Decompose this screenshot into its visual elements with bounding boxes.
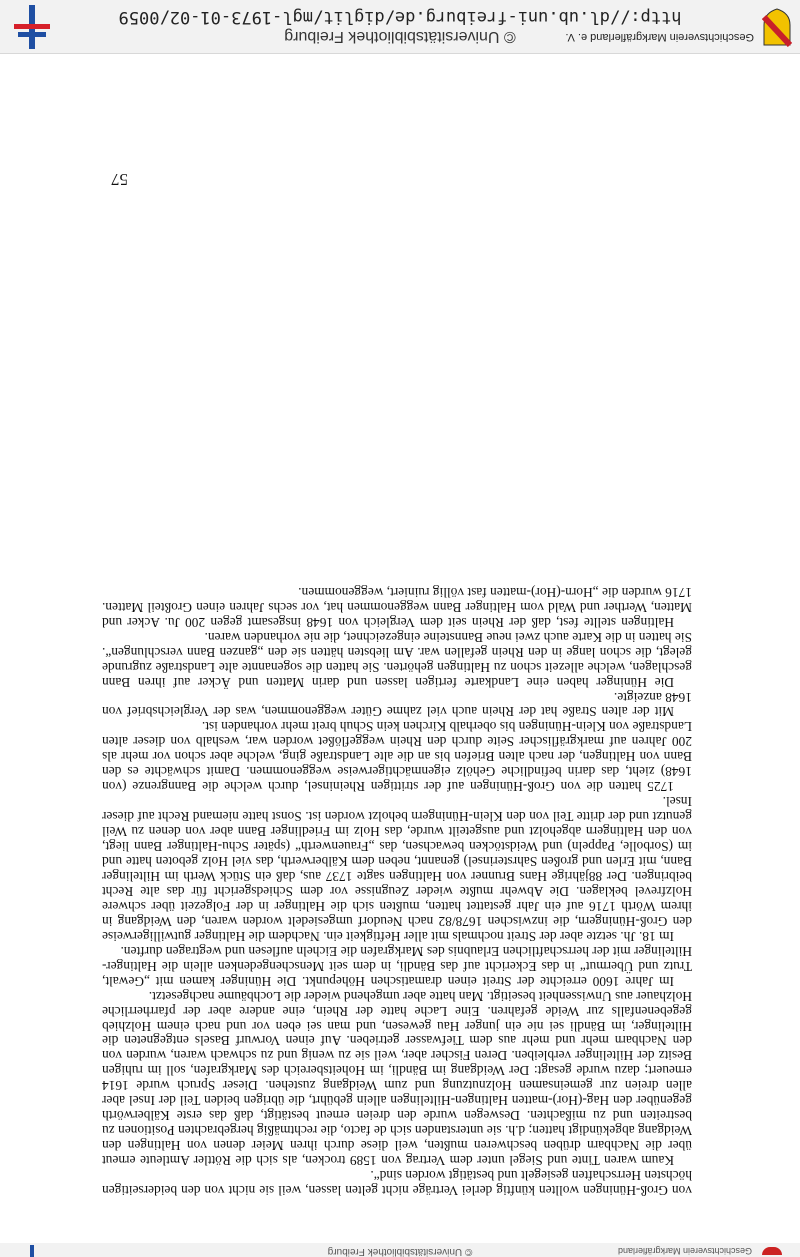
university-library-logo-icon	[14, 5, 50, 49]
paragraph-7: Haltingen stellte fest, daß der Rhein seit dem Vergleich von 1648 insgesamt gegen 200 Ju. Acker und Matten, Werther und Wald vom Haltinger Bann weggenommen hat, vor sechs Jahren einen Großteil Matten. 1716 wurden die „Horn-(Hor)-matten fast völlig ruiniert, weggenommen.	[102, 584, 692, 630]
society-name: Geschichtsverein Markgräflerland e. V.	[565, 31, 754, 43]
article-body	[102, 584, 692, 1197]
paragraph-5: Mit der alten Straße hat der Rhein auch viel zahme Güter weggenommen, was der Vergleichsbrief von 1648 anzeigte.	[102, 689, 692, 720]
paragraph-6: Die Hüninger haben eine Landkarte fertigen lassen und darin Matten und Äcker auf ihren Bann geschlagen, welche allezeit schon zu Haltingen gehörten. Sie hatten die sogenannte alte Landstraße zugrunde gelegt, die schon lange in den Rhein gefallen war. Am liebsten hätten sie den „ganzen Bann verschlungen“. Sie hatten in die Karte auch zwei neue Bannsteine eingezeichnet, die nie vorhanden waren.	[102, 629, 692, 690]
paragraph-3: Im 18. Jh. setzte aber der Streit nochmals mit aller Heftigkeit ein. Nachdem die Haltinger gutwilligerweise den Groß-Hüningern, die inzwischen 1678/82 nach Neudorf umgesiedelt worden waren, den Weidgang in ihrem Wörth 1716 auf ein Jahr gestattet hatten, mußten sich die Haltinger in der Folgezeit über schwere Holzfrevel beklagen. Die Abwehr mußte wieder Zeugnisse vor dem Schiedsgericht für das alte Recht beibringen. Der 88jährige Hans Brunner von Haltingen sagte 1737 aus, daß ein Stück Werth im Hiltelinger Bann, mit Erlen und großen Sahrsterinsel) genannt, neben dem Kälberwerth, das viel Holz geboten hatte und im (Sorbolle, Pappeln) und Weidstöcken bewachsen, das „Frauenwerth“ (später Schu-Haltinger Bann liegt, von den Haltingern abgeholzt und ausgeteilt wurde, das Holz im Friedlinger Bann aber von denen zu Weil genutzt und der dritte Teil von den Klein-Hüningern beholzt worden ist. Sonst hatte niemand Recht auf dieser Insel.	[102, 794, 692, 944]
page-number: 57	[111, 170, 128, 189]
copyright-text: © Universitätsbibliothek Freiburg	[284, 28, 516, 45]
paragraph-0: von Groß-Hüningen wollten künftig derlei Verträge nicht gelten lassen, weil sie nicht von den beiderseitigen höchsten Herrschaften gesiegelt und bestätigt worden sind“.	[102, 1168, 692, 1198]
top-strip	[0, 1243, 800, 1257]
paragraph-2: Im Jahre 1600 erreichte der Streit einen dramatischen Höhepunkt. Die Hüninger kamen mit „Gewalt, Trutz und Übermut“ in das Eckericht auf das Bändli, in dem seit Menschengedenken allein die Haltinger-Hiltelinger mit der herrschaftlichen Erlaubnis des Markgrafen die Eicheln auflesen und wegtragen durften.	[102, 943, 692, 989]
paragraph-1: Kaum waren Tinte und Siegel unter dem Vertrag von 1589 trocken, als sich die Röttler Amtleute erneut über die Nachbarn drüben beschweren mußten, weil diese durch ihren Meier denen von Haltingen den Weidgang abgekündigt hatten; d.h. sie unterstanden sich de facto, die rechtmäßig hergebrachten Positionen zu bestreiten und zu mißachten. Deswegen wurde den dreien erneut bestätigt, daß das erste Kälberwörth gegenüber den Hag-(Hor)-matten Haltingen-Hiltelingen allein gebührt, die übrigen beiden Teil der Insel aber allen dreien zur gemeinsamen Holznutzung und zum Weidgang zustehen. Dieser Spruch wurde 1614 erneuert; dazu wurde gesagt: Der Weidgang im Bändli, im Hoheitsbereich des Markgrafen, soll im ruhigen Besitz der Hiltelinger verbleiben. Deren Fischer aber, weil sie zu wenig und zu schwach waren, wurden von den Nachbarn mehr und mehr aus dem Tiefwasser getrieben. Auf einen Vorwurf Basels entgegneten die Hiltelinger, im Bändli sei nie ein junger Hau gewesen, und man sei eben vor und nach einem Holzhieb gegebenenfalls zur Weide gefahren. Eine Lache hatte der Rhein, eine andere aber der pfarrherrliche Holzhauer aus Unwissenheit beseitigt. Man hatte aber umgehend wieder die Lochbäume nachgesetzt.	[102, 988, 692, 1169]
ub-mark-fragment-icon	[26, 1245, 38, 1257]
header-left-text: Geschichtsverein Markgräflerland	[617, 1246, 752, 1256]
header-center-text: © Universitätsbibliothek Freiburg	[327, 1246, 473, 1257]
paragraph-4: 1725 hatten die von Groß-Hüningen auf der strittigen Rheininsel, durch welche die Banngrenze (von 1648) zieht, das darin befindliche Gehölz eigenmächtigerweise weggenommen. Damit schwächte es den Bann von Haltingen, der nach alten Briefen bis an die alte Landstraße ging, welche aber schon vor mehr als 200 Jahren auf markgräflischer Seite durch den Rhein weggeflößet worden war, weshalb von dieser alten Landstraße von Klein-Hüningen bis oberhalb Kirchen kein Schuh breit mehr vorhanden ist.	[102, 719, 692, 795]
source-url[interactable]: http://dl.ub.uni-freiburg.de/diglit/mgl-1973-01-02/0059	[118, 7, 682, 27]
footer-bar	[0, 0, 800, 54]
